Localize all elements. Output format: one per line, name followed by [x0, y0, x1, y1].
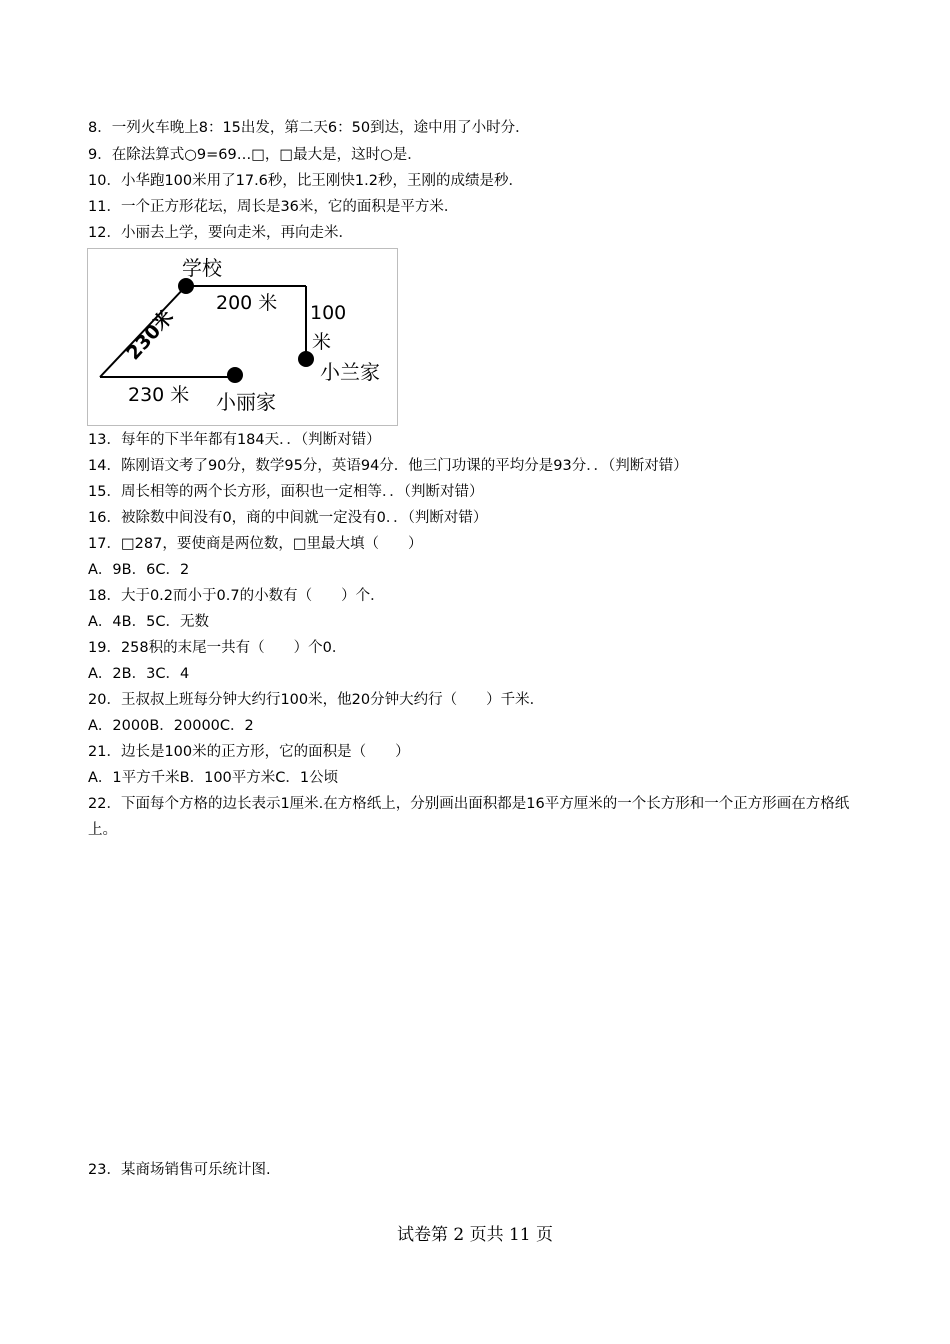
- question-14: 14．陈刚语文考了90分，数学95分，英语94分．他三门功课的平均分是93分．．（判断对错）: [88, 458, 688, 474]
- lan-home-point: [298, 351, 314, 367]
- question-11: 11．一个正方形花坛，周长是36米，它的面积是平方米．: [88, 199, 459, 215]
- question-18: 18．大于0.2而小于0.7的小数有（ ）个．: [88, 588, 385, 604]
- lan-home-label: 小兰家: [320, 360, 380, 384]
- dist-diagonal-label: 230米: [122, 306, 178, 365]
- li-home-label: 小丽家: [216, 390, 276, 414]
- dist-top-label: 200 米: [216, 292, 278, 314]
- question-8: 8．一列火车晚上8：15出发，第二天6：50到达，途中用了小时分．: [88, 120, 530, 136]
- question-19-options: A．2B．3C．4: [88, 666, 190, 682]
- question-17: 17．□287，要使商是两位数，□里最大填（ ）: [88, 536, 423, 552]
- question-22: 22．下面每个方格的边长表示1厘米.在方格纸上，分别画出面积都是16平方厘米的一个长方形和一个正方形画在方格纸上。: [88, 796, 850, 838]
- question-19: 19．258积的末尾一共有（ ）个0．: [88, 640, 347, 656]
- question-21-options: A．1平方千米B．100平方米C．1公顷: [88, 770, 339, 786]
- dist-right-unit: 米: [312, 331, 332, 353]
- li-home-point: [227, 367, 243, 383]
- page-footer: 试卷第 2 页共 11 页: [396, 1225, 554, 1245]
- school-label: 学校: [182, 256, 222, 280]
- question-9: 9．在除法算式○9=69…□，□最大是，这时○是．: [88, 147, 422, 163]
- dist-bottom-label: 230 米: [128, 384, 190, 406]
- question-20: 20．王叔叔上班每分钟大约行100米，他20分钟大约行（ ）千米．: [88, 692, 545, 708]
- question-18-options: A．4B．5C．无数: [88, 614, 209, 630]
- question-17-options: A．9B．6C．2: [88, 562, 190, 578]
- question-15: 15．周长相等的两个长方形，面积也一定相等．．（判断对错）: [88, 484, 484, 500]
- question-16: 16．被除数中间没有0，商的中间就一定没有0．．（判断对错）: [88, 510, 488, 526]
- question-20-options: A．2000B．20000C．2: [88, 718, 254, 734]
- school-point: [178, 278, 194, 294]
- question-10: 10．小华跑100米用了17.6秒，比王刚快1.2秒，王刚的成绩是秒．: [88, 173, 523, 189]
- question-12: 12．小丽去上学，要向走米，再向走米．: [88, 225, 353, 241]
- route-map-figure: [87, 248, 398, 426]
- dist-right-number: 100: [310, 302, 347, 324]
- question-13: 13．每年的下半年都有184天．．（判断对错）: [88, 432, 381, 448]
- question-21: 21．边长是100米的正方形，它的面积是（ ）: [88, 744, 410, 760]
- question-23: 23．某商场销售可乐统计图.: [88, 1162, 271, 1178]
